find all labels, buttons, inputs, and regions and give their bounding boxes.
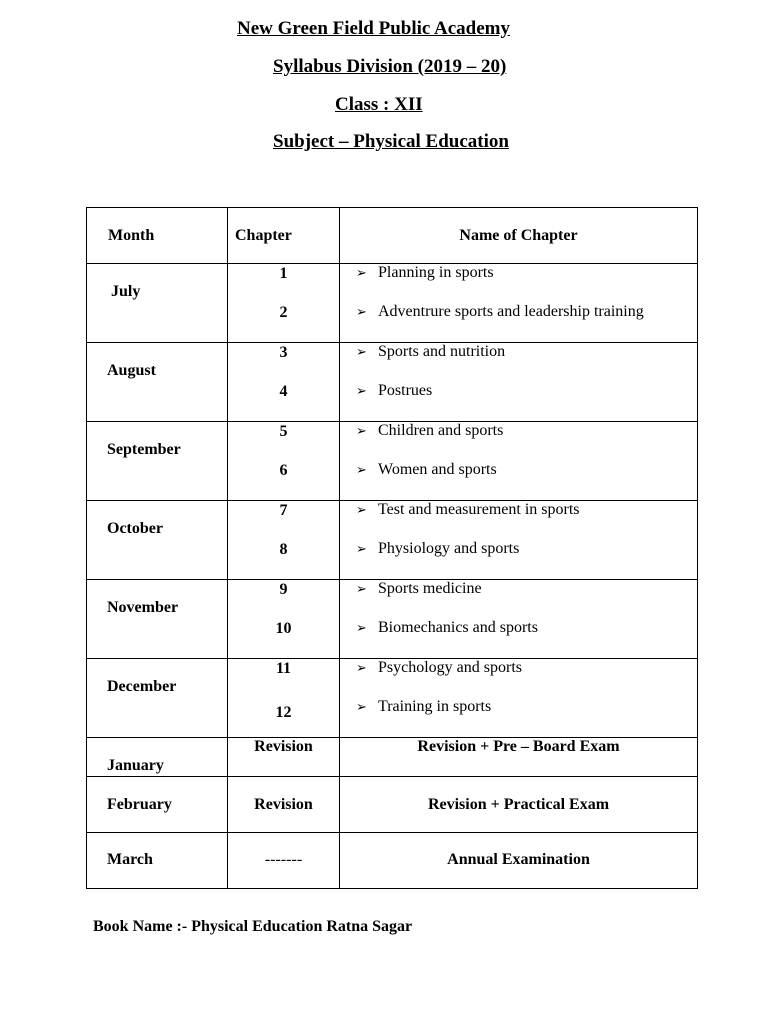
chapter-value: Revision — [254, 796, 313, 813]
chapter-names-cell — [340, 422, 698, 501]
chapter-name-cell — [340, 833, 698, 889]
arrow-bullet-icon: ➢ — [356, 620, 367, 635]
school-name: New Green Field Public Academy — [237, 18, 511, 39]
month-cell — [87, 422, 228, 501]
syllabus-division: Syllabus Division (2019 – 20) — [273, 56, 507, 77]
chapter-name-cell — [340, 738, 698, 777]
table-row — [87, 264, 698, 343]
chapter-number: 4 — [279, 383, 288, 400]
list-item: ➢ Test and measurement in sports — [356, 501, 580, 518]
list-item: ➢ Training in sports — [356, 698, 492, 715]
chapter-number: 1 — [279, 265, 288, 282]
chapter-name-cell — [340, 777, 698, 833]
chapter-number: 12 — [275, 704, 292, 721]
chapter-number: 9 — [279, 581, 288, 598]
month-cell — [87, 777, 228, 833]
list-item: ➢ Postrues — [356, 382, 433, 399]
table-row — [87, 833, 698, 889]
syllabus-table — [86, 207, 698, 889]
arrow-bullet-icon: ➢ — [356, 265, 367, 280]
class-label: Class : XII — [335, 94, 423, 115]
arrow-bullet-icon: ➢ — [356, 383, 367, 398]
chapter-name: Revision + Pre – Board Exam — [417, 738, 620, 755]
arrow-bullet-icon: ➢ — [356, 462, 367, 477]
chapter-cell — [228, 777, 340, 833]
month-label: September — [107, 441, 181, 458]
arrow-bullet-icon: ➢ — [356, 423, 367, 438]
chapter-cell — [228, 501, 340, 580]
chapter-cell — [228, 738, 340, 777]
month-header: Month — [87, 208, 228, 264]
month-label: October — [107, 520, 163, 537]
chapter-cell — [228, 833, 340, 889]
list-item: ➢ Psychology and sports — [356, 659, 522, 676]
chapter-name: Annual Examination — [447, 851, 590, 868]
month-label: August — [107, 362, 156, 379]
month-label: November — [107, 599, 179, 616]
month-label: December — [107, 678, 177, 695]
name-of-chapter-header: Name of Chapter — [340, 208, 698, 264]
chapter-number: 7 — [279, 502, 288, 519]
month-cell — [87, 833, 228, 889]
subject-label: Subject – Physical Education — [273, 131, 509, 152]
arrow-bullet-icon: ➢ — [356, 541, 367, 556]
chapter-cell — [228, 659, 340, 738]
chapter-name: Revision + Practical Exam — [427, 796, 610, 813]
list-item: ➢ Biomechanics and sports — [356, 619, 538, 636]
chapter-value: Revision — [254, 738, 313, 755]
chapter-number: 3 — [279, 344, 288, 361]
list-item: ➢ Children and sports — [356, 422, 504, 439]
chapter-cell — [228, 264, 340, 343]
chapter-header: Chapter — [228, 208, 340, 264]
chapter-names-cell — [340, 343, 698, 422]
table-row — [87, 738, 698, 777]
arrow-bullet-icon: ➢ — [356, 660, 367, 675]
month-cell — [87, 501, 228, 580]
table-row — [87, 343, 698, 422]
chapter-names-cell — [340, 501, 698, 580]
chapter-names-cell — [340, 580, 698, 659]
chapter-names-cell — [340, 264, 698, 343]
month-cell — [87, 738, 228, 777]
month-cell — [87, 264, 228, 343]
arrow-bullet-icon: ➢ — [356, 502, 367, 517]
table-row — [87, 777, 698, 833]
list-item: ➢ Planning in sports — [356, 264, 494, 281]
list-item: ➢ Adventrure sports and leadership training — [356, 303, 644, 320]
chapter-cell — [228, 343, 340, 422]
chapter-cell — [228, 422, 340, 501]
chapter-number: 8 — [279, 541, 288, 558]
table-header-row — [87, 208, 698, 264]
month-label: January — [107, 757, 164, 774]
book-name: Book Name :- Physical Education Ratna Sagar — [93, 918, 413, 935]
chapter-number: 11 — [275, 660, 292, 677]
month-label: February — [107, 796, 172, 813]
list-item: ➢ Physiology and sports — [356, 540, 520, 557]
chapter-cell — [228, 580, 340, 659]
arrow-bullet-icon: ➢ — [356, 699, 367, 714]
month-label: July — [111, 283, 141, 300]
chapter-number: 2 — [279, 304, 288, 321]
chapter-number: 6 — [279, 462, 288, 479]
arrow-bullet-icon: ➢ — [356, 344, 367, 359]
month-label: March — [107, 851, 153, 868]
list-item: ➢ Sports and nutrition — [356, 343, 506, 360]
arrow-bullet-icon: ➢ — [356, 581, 367, 596]
chapter-value: ------- — [264, 851, 303, 868]
table-row — [87, 659, 698, 738]
table-row — [87, 501, 698, 580]
arrow-bullet-icon: ➢ — [356, 304, 367, 319]
list-item: ➢ Sports medicine — [356, 580, 482, 597]
month-cell — [87, 659, 228, 738]
month-cell — [87, 580, 228, 659]
table-row — [87, 580, 698, 659]
chapter-number: 10 — [275, 620, 292, 637]
table-row — [87, 422, 698, 501]
chapter-number: 5 — [279, 423, 288, 440]
list-item: ➢ Women and sports — [356, 461, 497, 478]
month-cell — [87, 343, 228, 422]
chapter-names-cell — [340, 659, 698, 738]
